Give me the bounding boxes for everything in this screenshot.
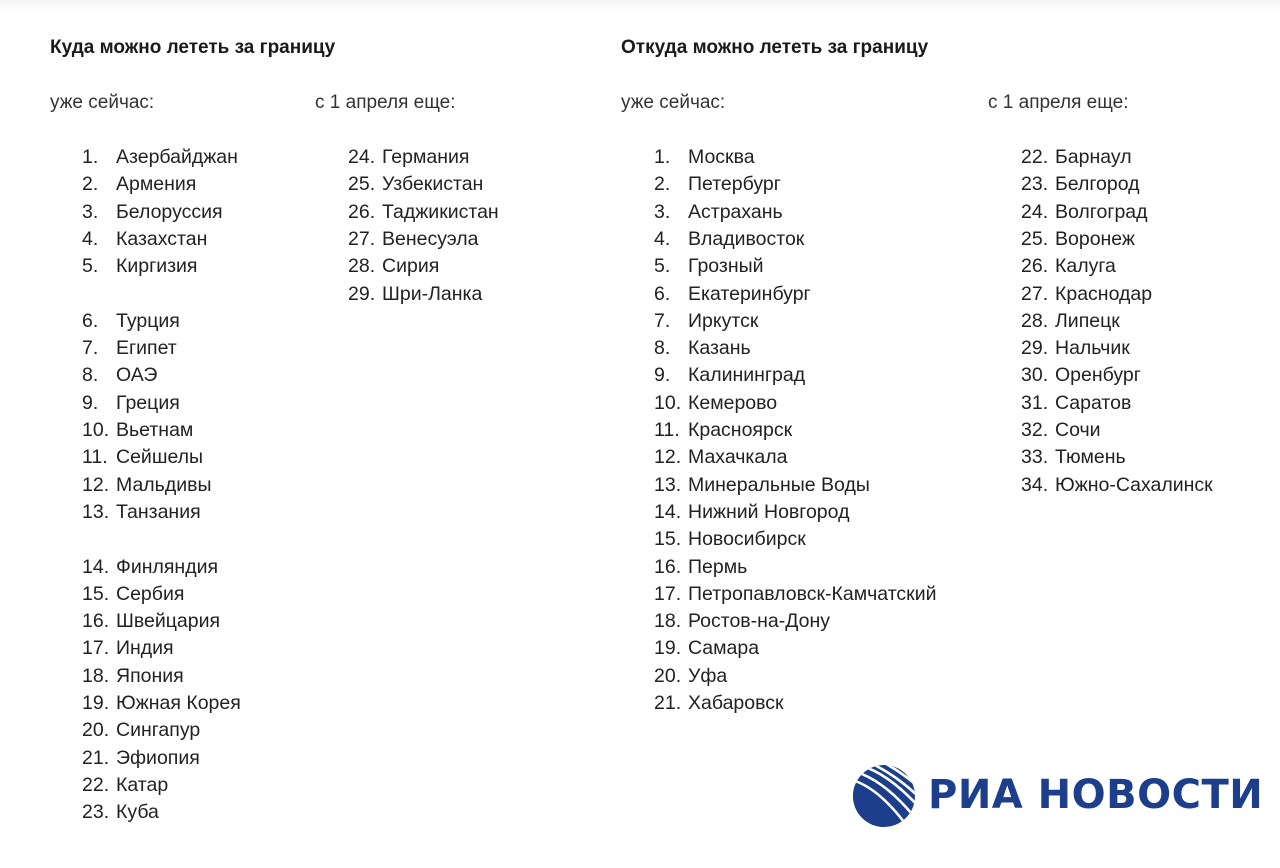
top-divider	[0, 0, 1280, 12]
list-item-number: 31.	[1021, 392, 1049, 414]
list-item-label: Краснодар	[1055, 283, 1153, 305]
list-item-label: Екатеринбург	[688, 283, 811, 305]
list-item-number: 15.	[82, 583, 110, 605]
origin-now-item	[654, 610, 830, 632]
list-item-label: Киргизия	[116, 255, 198, 277]
list-item-number: 12.	[654, 446, 682, 468]
origins-april-label: с 1 апреля еще:	[988, 92, 1129, 113]
origin-now-item	[654, 474, 870, 496]
origin-april-item	[1021, 201, 1148, 223]
list-item-label: Азербайджан	[116, 146, 238, 168]
list-item-label: ОАЭ	[116, 364, 158, 386]
destination-now-item	[82, 392, 180, 414]
list-item-number: 32.	[1021, 419, 1049, 441]
list-item-label: Сочи	[1055, 419, 1101, 441]
destination-now-item	[82, 255, 198, 277]
list-item-label: Сейшелы	[116, 446, 204, 468]
list-item-number: 6.	[82, 310, 99, 332]
list-item-label: Катар	[116, 774, 169, 796]
destination-now-item	[82, 446, 203, 468]
destination-april-item	[348, 283, 482, 305]
list-item-number: 27.	[348, 228, 376, 250]
list-item-number: 24.	[348, 146, 376, 168]
origins-title: Откуда можно лететь за границу	[621, 37, 929, 58]
origin-april-item	[1021, 474, 1213, 496]
list-item-label: Сингапур	[116, 719, 201, 741]
list-item-label: Калуга	[1055, 255, 1116, 277]
origin-now-item	[654, 392, 777, 414]
list-item-number: 27.	[1021, 283, 1049, 305]
list-item-number: 26.	[348, 201, 376, 223]
list-item-label: Шри-Ланка	[382, 283, 483, 305]
list-item-number: 11.	[82, 446, 108, 468]
list-item-label: Тюмень	[1055, 446, 1126, 468]
list-item-label: Липецк	[1055, 310, 1120, 332]
list-item-label: Сербия	[116, 583, 185, 605]
list-item-number: 18.	[82, 665, 110, 687]
list-item-number: 17.	[654, 583, 682, 605]
destination-now-item	[82, 610, 220, 632]
destination-now-item	[82, 801, 159, 823]
list-item-number: 8.	[654, 337, 671, 359]
list-item-label: Волгоград	[1055, 201, 1148, 223]
list-item-label: Ростов-на-Дону	[688, 610, 831, 632]
list-item-number: 8.	[82, 364, 99, 386]
destination-now-item	[82, 692, 241, 714]
list-item-label: Москва	[688, 146, 755, 168]
list-item-label: Индия	[116, 637, 174, 659]
list-item-number: 21.	[654, 692, 682, 714]
list-item-number: 3.	[82, 201, 99, 223]
destinations-title: Куда можно лететь за границу	[50, 37, 336, 58]
list-item-label: Саратов	[1055, 392, 1132, 414]
list-item-number: 16.	[82, 610, 110, 632]
list-item-label: Калининград	[688, 364, 806, 386]
list-item-number: 30.	[1021, 364, 1049, 386]
list-item-label: Белгород	[1055, 173, 1140, 195]
list-item-number: 20.	[654, 665, 682, 687]
origins-now-label: уже сейчас:	[621, 92, 726, 113]
list-item-number: 16.	[654, 556, 682, 578]
list-item-number: 24.	[1021, 201, 1049, 223]
origin-april-item	[1021, 337, 1130, 359]
origin-now-item	[654, 364, 805, 386]
destination-april-item	[348, 173, 483, 195]
origin-april-item	[1021, 419, 1101, 441]
list-item-label: Южная Корея	[116, 692, 241, 714]
list-item-label: Пермь	[688, 556, 748, 578]
list-item-label: Эфиопия	[116, 747, 200, 769]
destination-now-item	[82, 719, 200, 741]
destination-april-item	[348, 228, 479, 250]
list-item-number: 17.	[82, 637, 110, 659]
origin-april-item	[1021, 228, 1135, 250]
destination-april-item	[348, 201, 499, 223]
list-item-label: Япония	[116, 665, 184, 687]
ria-novosti-wordmark: РИА НОВОСТИ	[928, 772, 1264, 818]
list-item-number: 1.	[82, 146, 99, 168]
list-item-label: Вьетнам	[116, 419, 194, 441]
list-item-number: 33.	[1021, 446, 1049, 468]
origin-april-item	[1021, 392, 1131, 414]
list-item-label: Узбекистан	[382, 173, 484, 195]
list-item-number: 11.	[654, 419, 680, 441]
destination-now-item	[82, 310, 180, 332]
list-item-label: Уфа	[688, 665, 728, 687]
destination-april-item	[348, 255, 439, 277]
list-item-number: 4.	[82, 228, 99, 250]
list-item-label: Египет	[116, 337, 177, 359]
list-item-label: Красноярск	[688, 419, 793, 441]
list-item-number: 9.	[654, 364, 671, 386]
origin-april-item	[1021, 310, 1120, 332]
list-item-number: 9.	[82, 392, 99, 414]
list-item-number: 26.	[1021, 255, 1049, 277]
list-item-label: Венесуэла	[382, 228, 479, 250]
list-item-number: 5.	[82, 255, 99, 277]
list-item-label: Мальдивы	[116, 474, 212, 496]
destination-now-item	[82, 583, 184, 605]
list-item-label: Сирия	[382, 255, 440, 277]
list-item-number: 34.	[1021, 474, 1049, 496]
list-item-label: Таджикистан	[382, 201, 499, 223]
origin-now-item	[654, 310, 758, 332]
destination-now-item	[82, 665, 184, 687]
list-item-number: 25.	[348, 173, 376, 195]
origin-april-item	[1021, 283, 1152, 305]
list-item-number: 29.	[1021, 337, 1049, 359]
list-item-label: Нальчик	[1055, 337, 1130, 359]
list-item-number: 10.	[82, 419, 110, 441]
list-item-number: 14.	[82, 556, 110, 578]
list-item-label: Финляндия	[116, 556, 219, 578]
list-item-number: 1.	[654, 146, 671, 168]
list-item-label: Казань	[688, 337, 751, 359]
destination-now-item	[82, 146, 238, 168]
list-item-number: 13.	[654, 474, 682, 496]
list-item-number: 6.	[654, 283, 671, 305]
origin-now-item	[654, 419, 792, 441]
list-item-number: 2.	[82, 173, 99, 195]
origin-now-item	[654, 692, 784, 714]
destination-now-item	[82, 501, 201, 523]
list-item-number: 25.	[1021, 228, 1049, 250]
list-item-label: Турция	[116, 310, 180, 332]
origin-april-item	[1021, 255, 1116, 277]
list-item-number: 5.	[654, 255, 671, 277]
origin-now-item	[654, 255, 764, 277]
origin-now-item	[654, 146, 755, 168]
origin-april-item	[1021, 446, 1126, 468]
origin-now-item	[654, 528, 806, 550]
list-item-number: 28.	[348, 255, 376, 277]
list-item-label: Барнаул	[1055, 146, 1132, 168]
destination-now-item	[82, 201, 223, 223]
origin-now-item	[654, 283, 811, 305]
destinations-now-label: уже сейчас:	[50, 92, 155, 113]
list-item-label: Махачкала	[688, 446, 788, 468]
list-item-number: 20.	[82, 719, 110, 741]
list-item-label: Германия	[382, 146, 470, 168]
list-item-label: Владивосток	[688, 228, 805, 250]
list-item-label: Танзания	[116, 501, 201, 523]
list-item-label: Казахстан	[116, 228, 208, 250]
list-item-label: Воронеж	[1055, 228, 1135, 250]
origin-april-item	[1021, 364, 1141, 386]
list-item-number: 14.	[654, 501, 682, 523]
origin-now-item	[654, 201, 783, 223]
origin-now-item	[654, 228, 804, 250]
origin-now-item	[654, 173, 781, 195]
list-item-label: Петропавловск-Камчатский	[688, 583, 937, 605]
destinations-april-label: с 1 апреля еще:	[315, 92, 456, 113]
origin-now-item	[654, 446, 787, 468]
list-item-number: 21.	[82, 747, 110, 769]
list-item-number: 23.	[82, 801, 110, 823]
list-item-label: Армения	[116, 173, 197, 195]
list-item-number: 7.	[82, 337, 99, 359]
destination-now-item	[82, 747, 200, 769]
list-item-label: Минеральные Воды	[688, 474, 870, 496]
list-item-number: 4.	[654, 228, 671, 250]
origin-now-item	[654, 583, 936, 605]
list-item-label: Петербург	[688, 173, 781, 195]
list-item-number: 23.	[1021, 173, 1049, 195]
destination-now-item	[82, 364, 157, 386]
destination-now-item	[82, 637, 174, 659]
origin-april-item	[1021, 173, 1140, 195]
list-item-number: 3.	[654, 201, 671, 223]
ria-novosti-logo	[852, 764, 1264, 830]
destination-now-item	[82, 228, 207, 250]
destination-april-item	[348, 146, 469, 168]
list-item-number: 2.	[654, 173, 671, 195]
list-item-number: 19.	[82, 692, 110, 714]
destination-now-item	[82, 474, 212, 496]
destination-now-item	[82, 173, 196, 195]
list-item-number: 15.	[654, 528, 682, 550]
list-item-label: Новосибирск	[688, 528, 806, 550]
list-item-label: Куба	[116, 801, 159, 823]
origin-now-item	[654, 665, 727, 687]
list-item-number: 10.	[654, 392, 682, 414]
origin-now-item	[654, 501, 849, 523]
list-item-label: Оренбург	[1055, 364, 1141, 386]
list-item-label: Астрахань	[688, 201, 783, 223]
origin-now-item	[654, 556, 747, 578]
list-item-label: Греция	[116, 392, 180, 414]
list-item-label: Грозный	[688, 255, 764, 277]
list-item-label: Нижний Новгород	[688, 501, 850, 523]
list-item-label: Хабаровск	[688, 692, 784, 714]
list-item-label: Белоруссия	[116, 201, 223, 223]
list-item-number: 29.	[348, 283, 376, 305]
ria-globe-icon	[852, 764, 916, 828]
list-item-number: 7.	[654, 310, 671, 332]
destination-now-item	[82, 556, 218, 578]
list-item-number: 22.	[1021, 146, 1049, 168]
origin-now-item	[654, 337, 751, 359]
origin-now-item	[654, 637, 759, 659]
list-item-number: 12.	[82, 474, 110, 496]
list-item-number: 13.	[82, 501, 110, 523]
list-item-number: 28.	[1021, 310, 1049, 332]
list-item-label: Южно-Сахалинск	[1055, 474, 1213, 496]
list-item-label: Кемерово	[688, 392, 778, 414]
list-item-number: 19.	[654, 637, 682, 659]
list-item-label: Швейцария	[116, 610, 221, 632]
destination-now-item	[82, 337, 177, 359]
list-item-label: Самара	[688, 637, 760, 659]
list-item-number: 22.	[82, 774, 110, 796]
destination-now-item	[82, 774, 168, 796]
origin-april-item	[1021, 146, 1132, 168]
destination-now-item	[82, 419, 193, 441]
list-item-label: Иркутск	[688, 310, 759, 332]
list-item-number: 18.	[654, 610, 682, 632]
